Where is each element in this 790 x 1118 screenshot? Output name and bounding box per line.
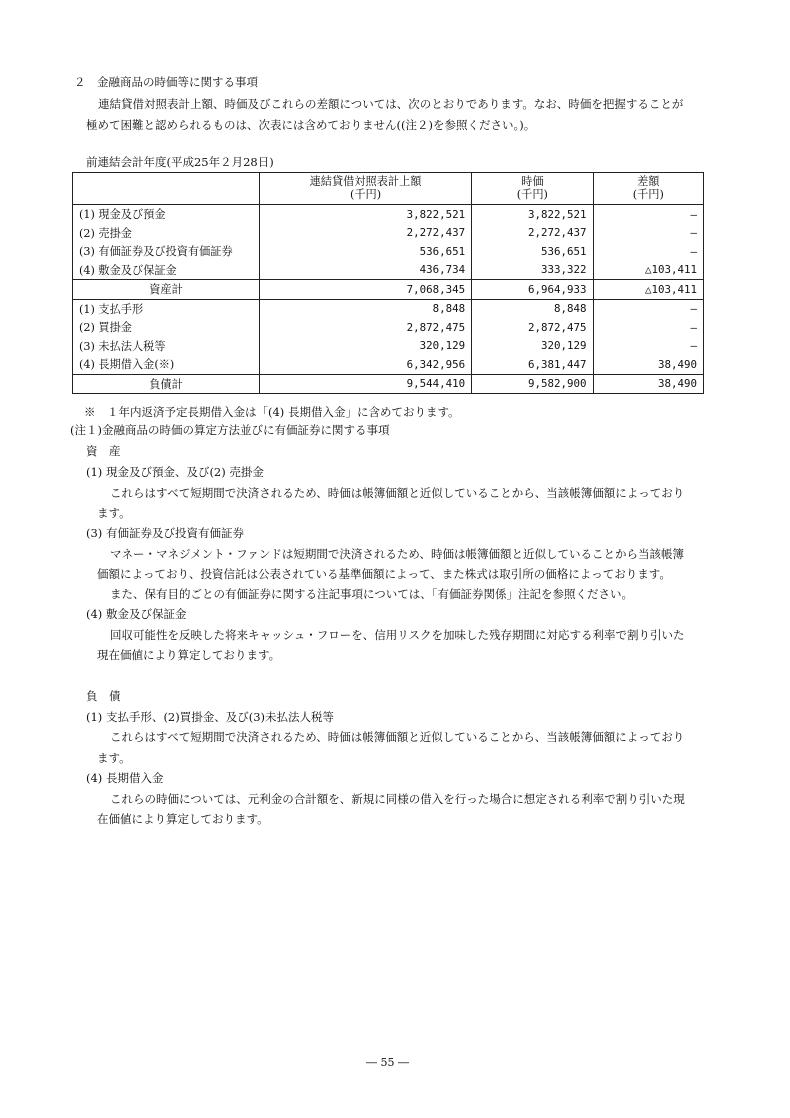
assets-item3-text-2: 価額によっており、投資信託は公表されている基準価額によって、また株式は取引所の価格によっております。	[97, 567, 671, 581]
liabilities-item1-text-2: ます。	[97, 751, 131, 765]
header-cell-fair-value	[472, 173, 593, 205]
asterisk-note: ※ １年内返済予定長期借入金は「(4) 長期借入金」に含めております。	[84, 405, 460, 419]
row-fair-value: 9,582,900	[472, 374, 593, 394]
row-fair-value: 320,129	[472, 337, 593, 356]
table-row	[73, 299, 704, 318]
table-header-row	[73, 173, 704, 205]
row-difference: ―	[593, 224, 703, 243]
row-book-value: 436,734	[260, 261, 472, 280]
row-book-value: 320,129	[260, 337, 472, 356]
header-diff-title: 差額	[637, 175, 660, 188]
assets-total-row	[73, 280, 704, 300]
intro-line-2: 極めて困難と認められるものは、次表には含めておりません((注２)を参照ください。)。	[86, 118, 536, 132]
assets-item1-text-2: ます。	[97, 506, 131, 520]
row-book-value: 7,068,345	[260, 280, 472, 300]
row-label: (2) 買掛金	[79, 321, 132, 335]
section-heading: ２ 金融商品の時価等に関する事項	[74, 75, 258, 89]
table-row	[73, 318, 704, 337]
header-book-unit: (千円)	[350, 187, 382, 201]
header-cell-book-value	[260, 173, 472, 205]
row-label: (1) 現金及び預金	[79, 208, 166, 222]
table-row	[73, 224, 704, 243]
row-difference: ―	[593, 337, 703, 356]
row-label: (1) 支払手形	[79, 302, 144, 316]
row-book-value: 3,822,521	[260, 205, 472, 224]
page-number: ― 55 ―	[366, 1056, 409, 1069]
assets-item3-title: (3) 有価証券及び投資有価証券	[86, 526, 244, 540]
liabilities-heading: 負 債	[86, 689, 121, 703]
row-difference: ―	[593, 205, 703, 224]
table-row	[73, 205, 704, 224]
row-fair-value: 2,272,437	[472, 224, 593, 243]
row-label: (4) 長期借入金(※)	[79, 358, 175, 372]
row-label: (2) 売掛金	[79, 226, 132, 240]
assets-item1-title: (1) 現金及び預金、及び(2) 売掛金	[86, 465, 264, 479]
assets-item4-title: (4) 敷金及び保証金	[86, 607, 187, 621]
row-difference: ―	[593, 299, 703, 318]
row-label: (3) 有価証券及び投資有価証券	[79, 245, 233, 259]
row-difference: △103,411	[593, 261, 703, 280]
row-fair-value: 2,872,475	[472, 318, 593, 337]
assets-item4-text-1: 回収可能性を反映した将来キャッシュ・フローを、信用リスクを加味した残存期間に対応する利率で割り引いた	[110, 628, 685, 642]
liabilities-item4-text-1: これらの時価については、元利金の合計額を、新規に同様の借入を行った場合に想定される利率で割り引いた現	[110, 792, 685, 806]
header-book-title: 連結貸借対照表計上額	[309, 175, 422, 188]
liabilities-total-row	[73, 374, 704, 394]
assets-item1-text-1: これらはすべて短期間で決済されるため、時価は帳簿価額と近似していることから、当該帳簿価額によっており	[110, 486, 685, 500]
liabilities-item1-text-1: これらはすべて短期間で決済されるため、時価は帳簿価額と近似していることから、当該帳簿価額によっており	[110, 730, 685, 744]
row-book-value: 8,848	[260, 299, 472, 318]
row-book-value: 9,544,410	[260, 374, 472, 394]
table-caption: 前連結会計年度(平成25年２月28日)	[86, 155, 274, 169]
intro-line-1: 連結貸借対照表計上額、時価及びこれらの差額については、次のとおりであります。なお、時価を把握することが	[98, 97, 684, 111]
row-fair-value: 8,848	[472, 299, 593, 318]
note1-title: (注１)金融商品の時価の算定方法並びに有価証券に関する事項	[70, 423, 390, 437]
row-difference: ―	[593, 318, 703, 337]
row-book-value: 6,342,956	[260, 355, 472, 374]
row-fair-value: 6,964,933	[472, 280, 593, 300]
header-diff-unit: (千円)	[632, 187, 664, 201]
table-row	[73, 242, 704, 261]
liabilities-item1-title: (1) 支払手形、(2)買掛金、及び(3)未払法人税等	[86, 710, 335, 724]
row-book-value: 536,651	[260, 242, 472, 261]
row-difference: △103,411	[593, 280, 703, 300]
row-label: 負債計	[73, 374, 260, 394]
fair-value-table	[72, 172, 704, 394]
table-row	[73, 355, 704, 374]
row-difference: 38,490	[593, 355, 703, 374]
row-fair-value: 333,322	[472, 261, 593, 280]
row-difference: ―	[593, 242, 703, 261]
row-fair-value: 536,651	[472, 242, 593, 261]
header-cell-label	[73, 173, 260, 205]
table-row	[73, 261, 704, 280]
row-difference: 38,490	[593, 374, 703, 394]
header-fair-title: 時価	[521, 175, 544, 188]
row-label: 資産計	[73, 280, 260, 300]
row-label: (4) 敷金及び保証金	[79, 263, 177, 277]
assets-heading: 資 産	[86, 444, 121, 458]
row-book-value: 2,872,475	[260, 318, 472, 337]
assets-item3-text-3: また、保有目的ごとの有価証券に関する注記事項については、「有価証券関係」注記を参照ください。	[110, 587, 634, 601]
liabilities-item4-title: (4) 長期借入金	[86, 771, 164, 785]
header-cell-difference	[593, 173, 703, 205]
row-label: (3) 未払法人税等	[79, 339, 166, 353]
row-fair-value: 6,381,447	[472, 355, 593, 374]
liabilities-item4-text-2: 在価値により算定しております。	[97, 812, 269, 826]
row-book-value: 2,272,437	[260, 224, 472, 243]
row-fair-value: 3,822,521	[472, 205, 593, 224]
assets-item3-text-1: マネー・マネジメント・ファンドは短期間で決済されるため、時価は帳簿価額と近似していることから当該帳簿	[110, 547, 684, 561]
header-fair-unit: (千円)	[516, 187, 548, 201]
table-row	[73, 337, 704, 356]
assets-item4-text-2: 現在価値により算定しております。	[97, 648, 281, 662]
